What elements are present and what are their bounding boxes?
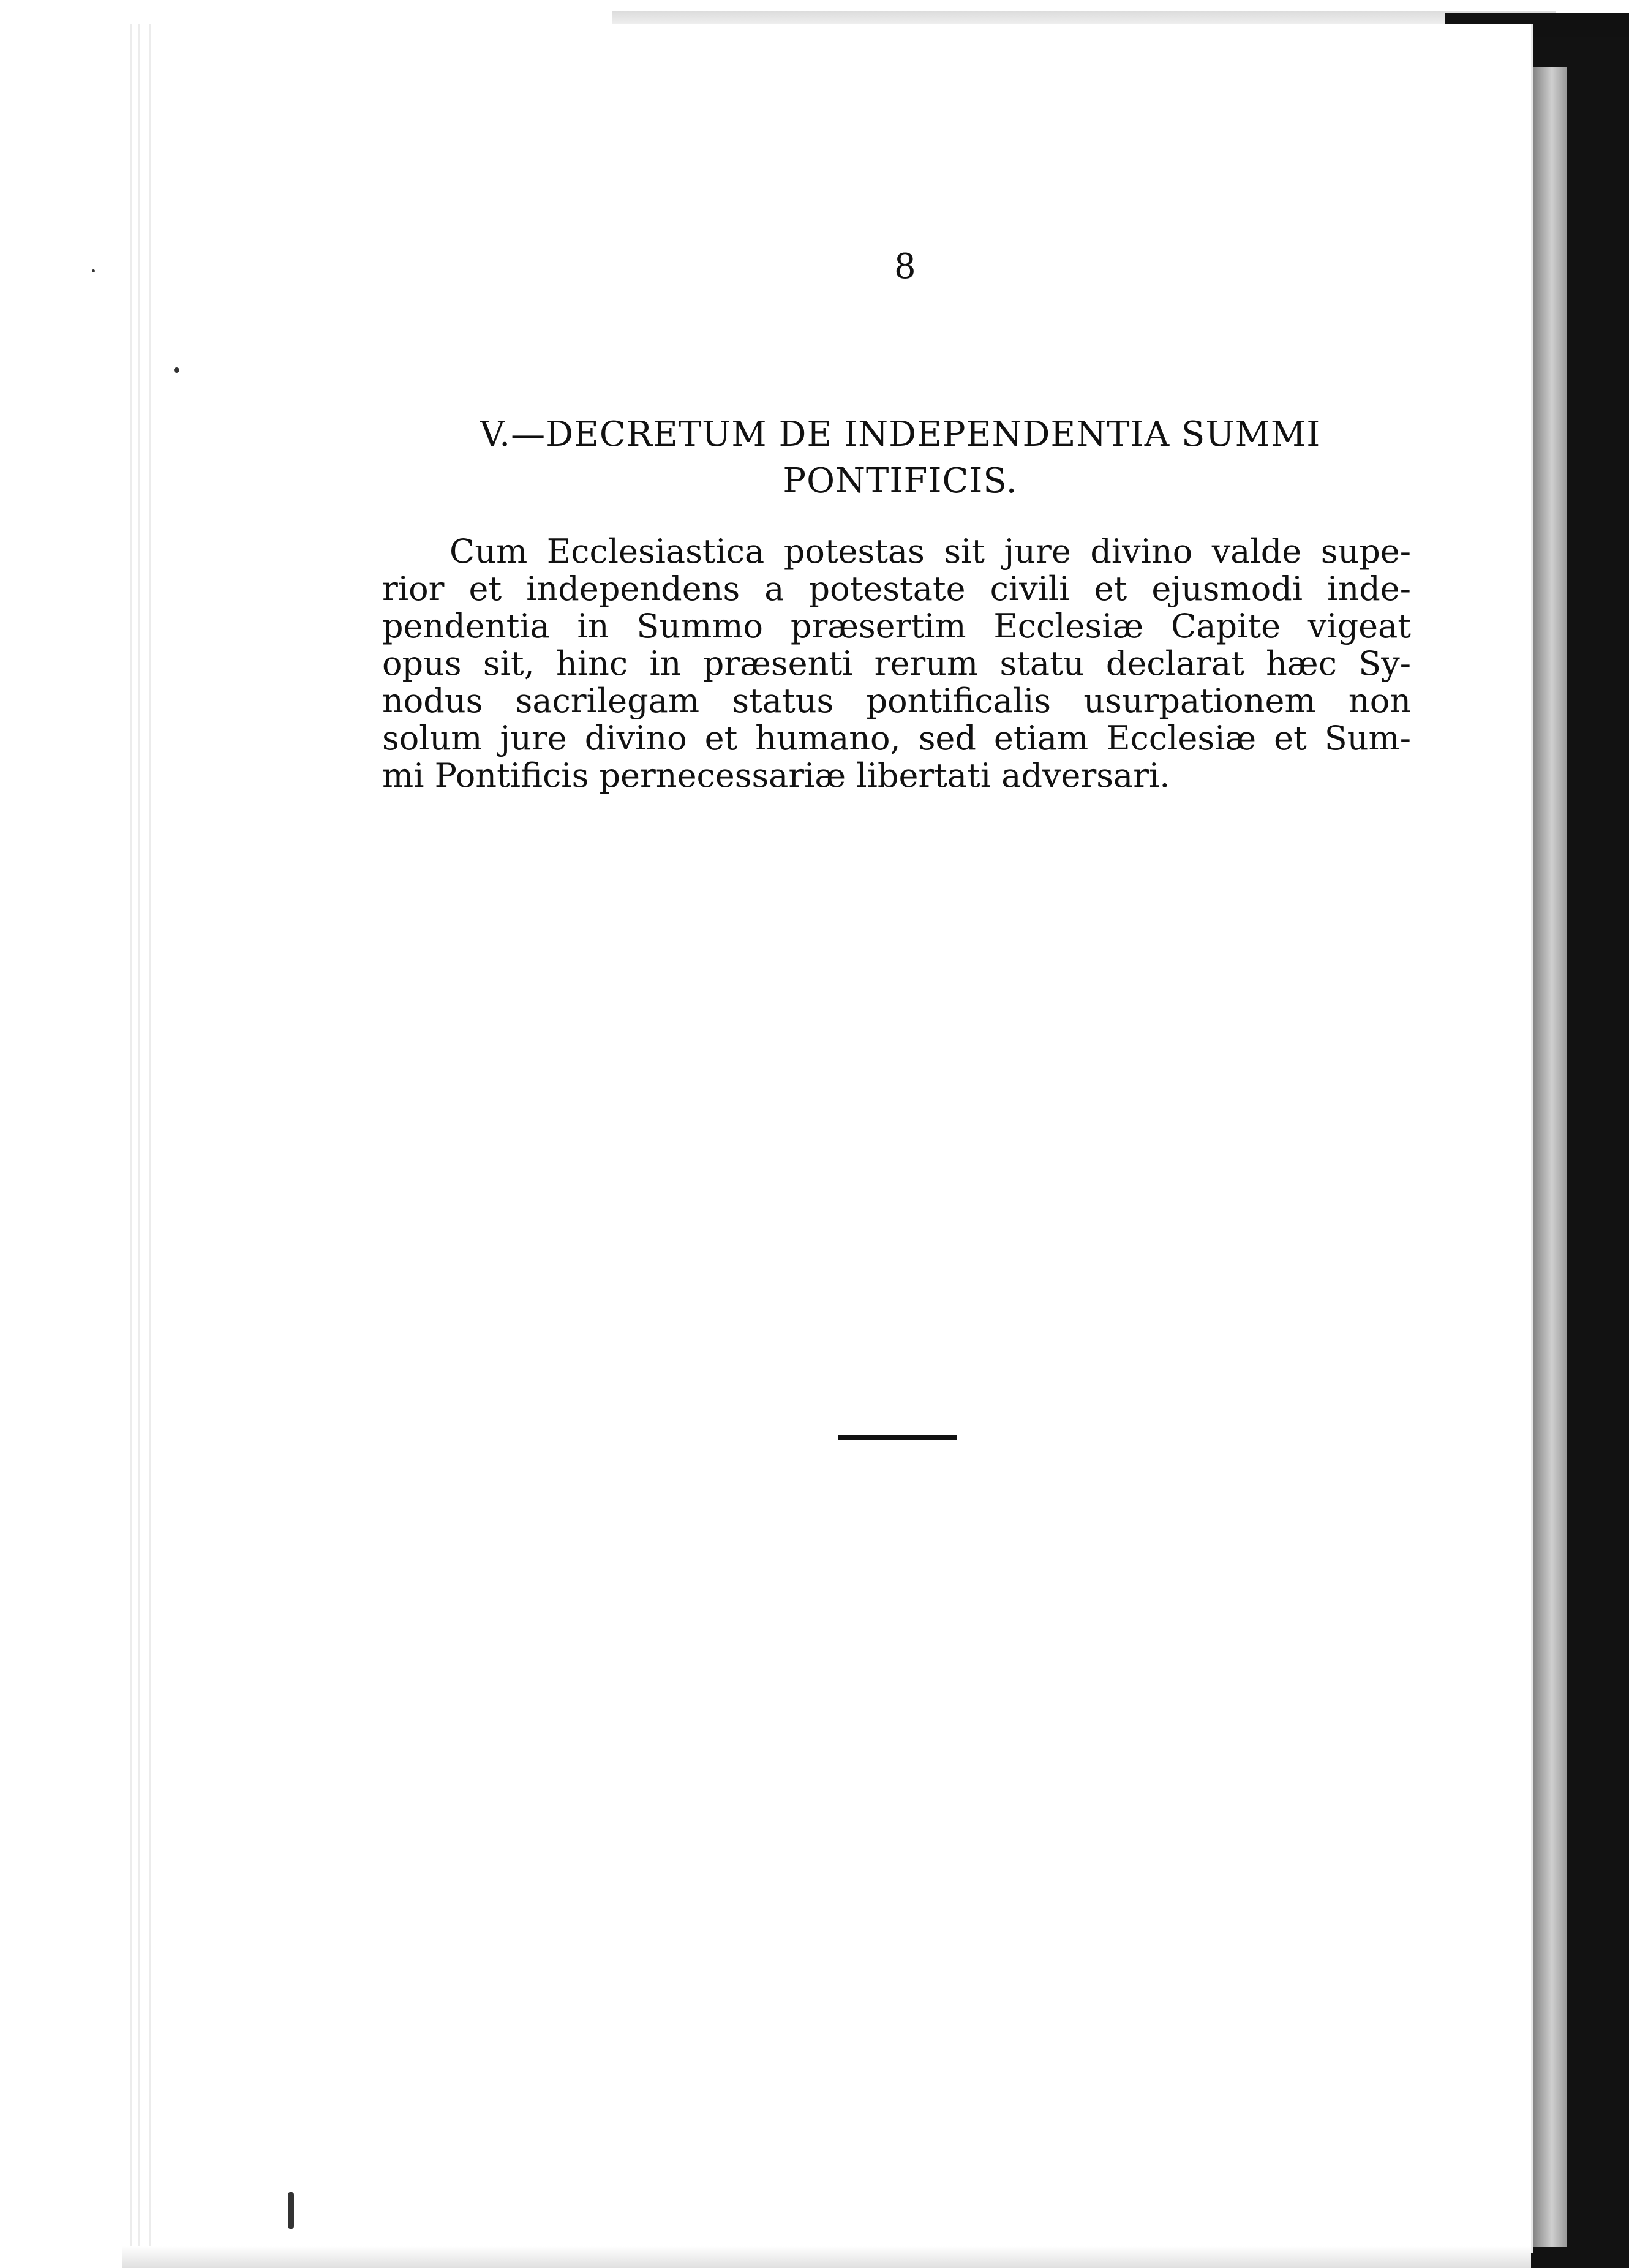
book-spine-edge <box>1530 67 1567 2247</box>
paragraph-line: solum jure divino et humano, sed etiam Ecclesiæ et Sum- <box>382 719 1411 757</box>
section-end-rule <box>838 1435 957 1440</box>
heading-line-1: V.—DECRETUM DE INDEPENDENTIA SUMMI <box>480 415 1321 454</box>
page-edge-line <box>130 24 132 2253</box>
decree-paragraph <box>382 533 1411 794</box>
page-number: 8 <box>894 247 916 287</box>
paragraph-line: rior et independens a potestate civili et ejusmodi inde- <box>382 569 1411 608</box>
scan-speck <box>92 269 95 272</box>
paragraph-line: nodus sacrilegam status pontificalis usurpationem non <box>382 682 1411 720</box>
scan-margin-left <box>0 0 141 2268</box>
page-edge-line <box>138 24 140 2253</box>
page-edge-line <box>149 24 151 2253</box>
paragraph-line: pendentia in Summo præsertim Ecclesiæ Capite vigeat <box>382 607 1411 645</box>
heading-line-2: PONTIFICIS. <box>783 460 1018 501</box>
scan-speck <box>174 367 179 373</box>
section-heading <box>367 411 1433 504</box>
paragraph-line: Cum Ecclesiastica potestas sit jure divino valde supe- <box>450 532 1411 571</box>
page-bottom-edge <box>122 2246 1531 2268</box>
paragraph-line: opus sit, hinc in præsenti rerum statu declarat hæc Sy- <box>382 644 1411 683</box>
scan-speck <box>288 2192 294 2229</box>
page-sheet <box>122 24 1531 2253</box>
paragraph-line: mi Pontificis pernecessariæ libertati adversari. <box>382 756 1170 795</box>
